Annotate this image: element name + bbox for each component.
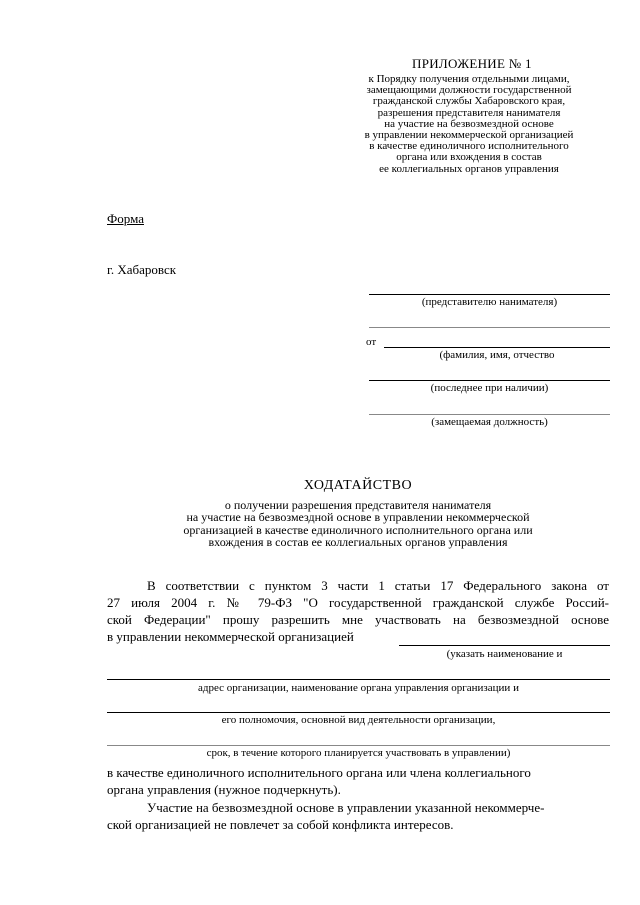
from-label: от <box>366 336 377 348</box>
org-address-caption: адрес организации, наименование органа управления организации и <box>198 682 519 694</box>
document-subtitle <box>107 499 609 549</box>
org-powers-line <box>107 712 610 713</box>
appendix-line: разрешения представителя нанимателя <box>377 106 561 119</box>
appendix-line: на участие на безвозмездной основе <box>384 117 554 130</box>
paragraph-line: Участие на безвозмездной основе в управлении указанной некоммерче- <box>147 800 545 815</box>
org-name-line <box>399 645 610 646</box>
org-name-caption: (указать наименование и <box>446 648 563 660</box>
paragraph-line: в качестве единоличного исполнительного органа или члена коллегиального <box>107 765 531 780</box>
subtitle-line: на участие на безвозмездной основе в управлении некоммерческой <box>186 510 530 525</box>
applicant-name-caption: (фамилия, имя, отчество <box>439 349 555 361</box>
applicant-name-line <box>384 347 610 348</box>
paragraph-line: 27 июля 2004 г. № 79-ФЗ "О государственной гражданской службе Россий- <box>107 595 609 610</box>
appendix-line: органа или вхождения в состав <box>396 151 542 164</box>
paragraph-line: ской организацией не повлечет за собой конфликта интересов. <box>107 817 454 832</box>
appendix-line: гражданской службы Хабаровского края, <box>372 95 566 108</box>
appendix-line: к Порядку получения отдельными лицами, <box>368 73 570 85</box>
appendix-line: ее коллегиальных органов управления <box>379 162 559 175</box>
position-line <box>369 414 610 415</box>
paragraph-line: В соответствии с пунктом 3 части 1 статьи 17 Федерального закона от <box>147 578 609 593</box>
document-title: ХОДАТАЙСТВО <box>303 478 413 493</box>
request-paragraph <box>107 577 609 645</box>
form-label: Форма <box>107 211 144 226</box>
subtitle-line: вхождения в состав ее коллегиальных органов управления <box>208 535 508 550</box>
appendix-line: в управлении некоммерческой организацией <box>364 129 574 142</box>
subtitle-line: о получении разрешения представителя нанимателя <box>224 498 492 512</box>
paragraph-line: ской Федерации" прошу разрешить мне участвовать на безвозмездной основе <box>107 612 609 627</box>
paragraph-line: в управлении некоммерческой организацией <box>107 629 354 644</box>
subtitle-line: организацией в качестве единоличного исполнительного органа или <box>183 522 533 537</box>
term-caption: срок, в течение которого планируется участвовать в управлении) <box>206 747 511 759</box>
appendix-line: замещающими должности государственной <box>366 84 572 97</box>
patronymic-line <box>369 380 610 381</box>
position-caption: (замещаемая должность) <box>431 416 548 428</box>
term-line <box>107 745 610 746</box>
addressee-line <box>369 294 610 295</box>
patronymic-caption: (последнее при наличии) <box>430 382 549 394</box>
appendix-line: в качестве единоличного исполнительного <box>369 140 569 153</box>
addressee-extra-line <box>369 327 610 328</box>
org-address-line <box>107 679 610 680</box>
appendix-title: ПРИЛОЖЕНИЕ № 1 <box>412 56 532 71</box>
org-powers-caption: его полномочия, основной вид деятельности организации, <box>221 714 496 726</box>
city-label: г. Хабаровск <box>107 262 177 277</box>
role-paragraph <box>107 764 609 798</box>
paragraph-line: органа управления (нужное подчеркнуть). <box>107 782 341 797</box>
conflict-paragraph <box>107 799 609 833</box>
addressee-caption: (представителю нанимателя) <box>421 296 558 308</box>
appendix-description <box>330 74 608 175</box>
